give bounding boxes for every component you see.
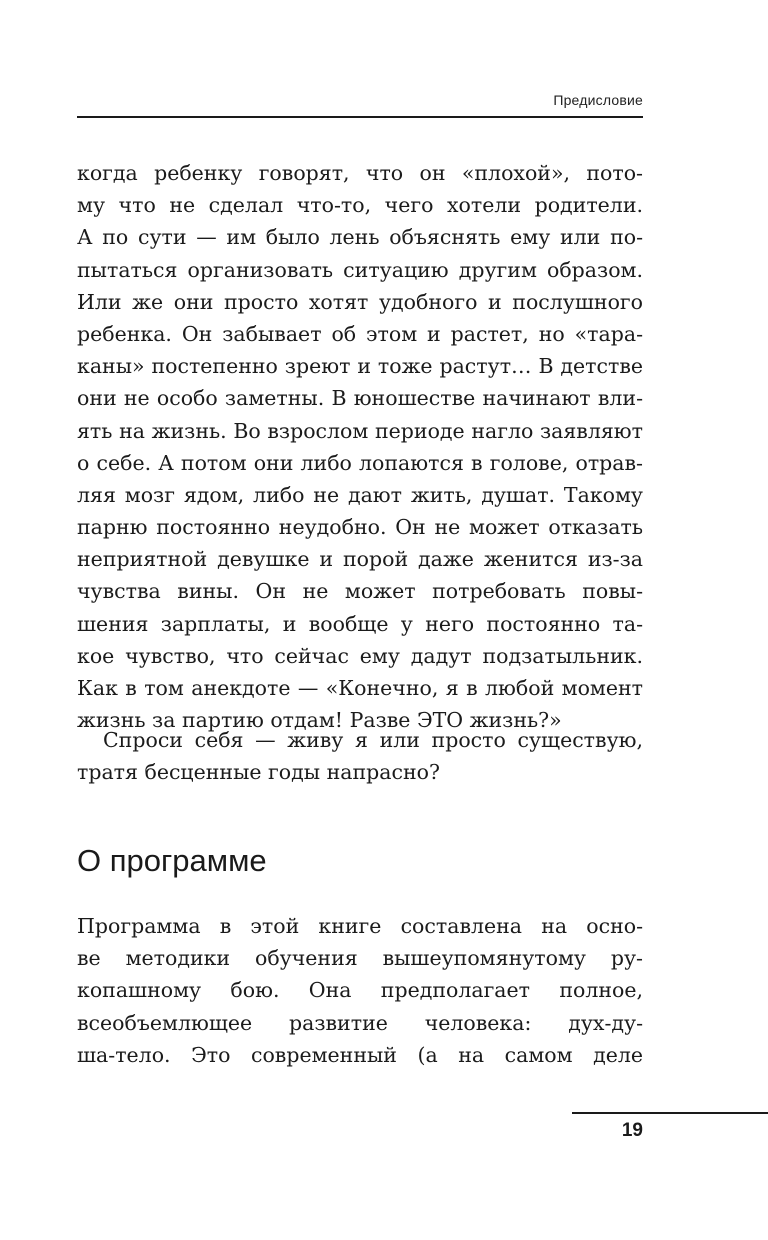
paragraph-two — [77, 724, 643, 788]
text-line: ребенка. Он забывает об этом и растет, но «тара- — [77, 321, 643, 346]
running-header-title: Предисловие — [553, 92, 643, 108]
text-line: ять на жизнь. Во взрослом периоде нагло заявляют — [77, 418, 643, 443]
text-line: ляя мозг ядом, либо не дают жить, душат. Такому — [77, 482, 643, 507]
footer-rule — [572, 1112, 768, 1114]
text-line: кое чувство, что сейчас ему дадут подзатыльник. — [77, 643, 643, 668]
text-line: когда ребенку говорят, что он «плохой», пото- — [77, 161, 643, 185]
text-line: Как в том анекдоте — «Конечно, я в любой момент — [77, 676, 643, 700]
text-line: тратя бесценные годы напрасно? — [77, 760, 440, 785]
section-heading: О программе — [77, 843, 267, 878]
text-line: копашному бою. Она предполагает полное, — [77, 978, 643, 1003]
text-line: неприятной девушке и порой даже женится из-за — [77, 547, 643, 572]
text-line: парню постоянно неудобно. Он не может отказать — [77, 515, 643, 540]
text-line: каны» постепенно зреют и тоже растут… В детстве — [77, 354, 643, 379]
running-header — [77, 92, 643, 118]
text-line: жизнь за партию отдам! Разве ЭТО жизнь?» — [77, 708, 562, 733]
text-line: пытаться организовать ситуацию другим образом. — [77, 257, 643, 282]
text-line: шения зарплаты, и вообще у него постоянно та- — [77, 611, 643, 636]
text-line: всеобъемлющее развитие человека: дух-ду- — [77, 1010, 643, 1035]
paragraph-three — [77, 910, 643, 1071]
text-line: они не особо заметны. В юношестве начинают вли- — [77, 386, 643, 411]
text-line: чувства вины. Он не может потребовать повы- — [77, 579, 643, 604]
text-line: ша-тело. Это современный (а на самом деле — [77, 1042, 643, 1067]
text-line: Программа в этой книге составлена на осно- — [77, 914, 643, 938]
text-line: о себе. А потом они либо лопаются в голове, отрав- — [77, 450, 643, 475]
text-line: Или же они просто хотят удобного и послушного — [77, 289, 643, 314]
text-line: Спроси себя — живу я или просто существую, — [103, 728, 643, 752]
text-line: А по сути — им было лень объяснять ему или по- — [77, 225, 643, 250]
page-number: 19 — [621, 1120, 643, 1141]
paragraph-one — [77, 157, 643, 736]
text-line: ве методики обучения вышеупомянутому ру- — [77, 946, 643, 971]
text-line: му что не сделал что-то, чего хотели родители. — [77, 193, 643, 218]
